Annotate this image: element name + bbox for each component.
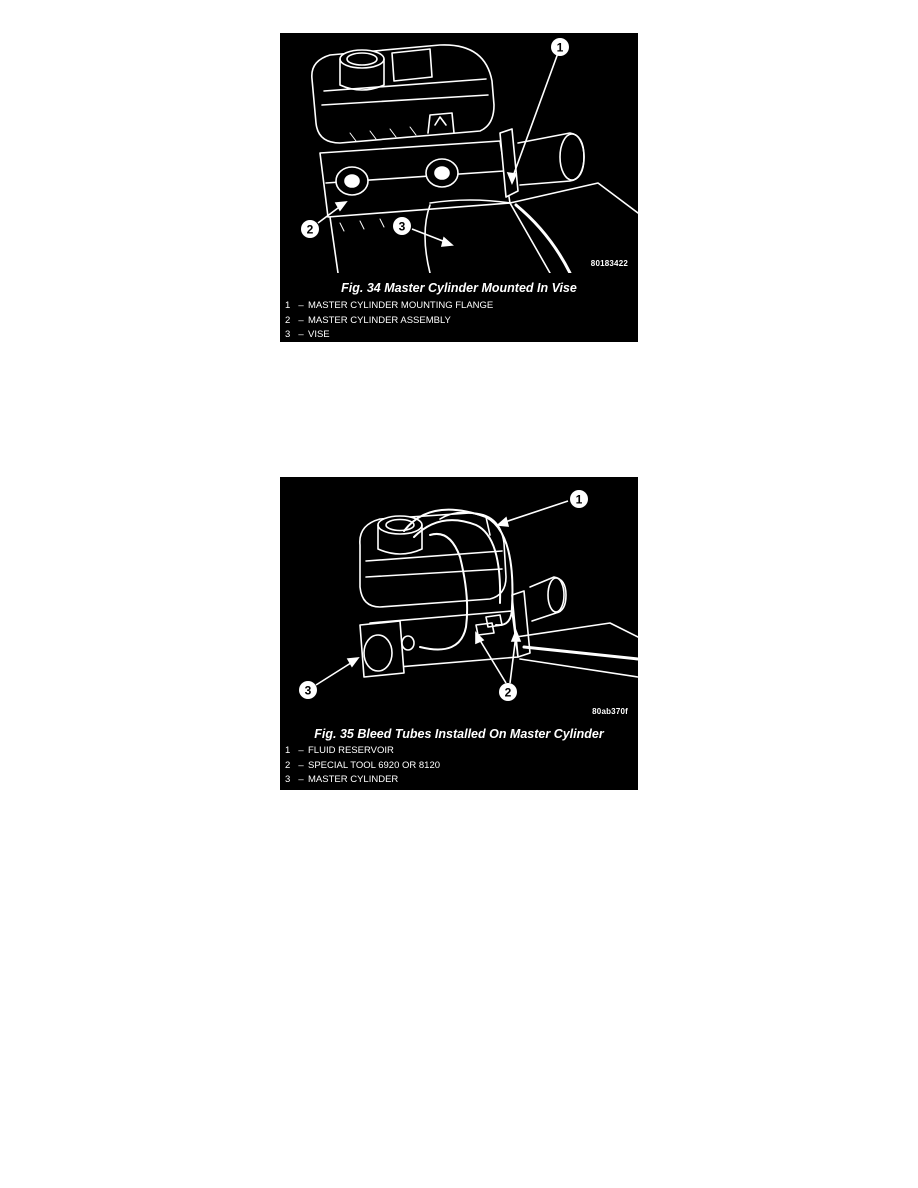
callout-2 [499,683,517,701]
svg-text:2: 2 [504,685,512,700]
figure-35 [280,477,638,790]
figure-legend [285,744,440,788]
callout-1 [570,490,588,508]
legend-item: 3 – VISE [285,329,330,340]
master-cylinder-in-vise-illustration [280,33,638,273]
figure-caption: Fig. 34 Master Cylinder Mounted In Vise [341,281,577,295]
image-code: 80183422 [590,259,628,268]
figure-legend [285,299,493,342]
legend-item: 1 – FLUID RESERVOIR [285,745,394,756]
callout-1 [551,38,569,56]
svg-text:3: 3 [398,219,406,234]
svg-text:1: 1 [575,492,583,507]
figure-34 [280,33,638,342]
svg-text:1: 1 [556,40,564,55]
svg-text:3: 3 [304,683,312,698]
legend-item: 3 – MASTER CYLINDER [285,774,399,785]
image-code: 80ab370f [592,707,628,716]
legend-item: 2 – SPECIAL TOOL 6920 OR 8120 [285,759,441,771]
svg-text:2: 2 [306,222,314,237]
legend-item: 2 – MASTER CYLINDER ASSEMBLY [285,314,451,326]
callout-3 [299,681,317,699]
legend-item: 1 – MASTER CYLINDER MOUNTING FLANGE [285,300,494,311]
callout-3 [393,217,411,235]
callout-2 [301,220,319,238]
figure-caption: Fig. 35 Bleed Tubes Installed On Master Cylinder [314,727,604,741]
bleed-tubes-illustration [280,477,638,717]
